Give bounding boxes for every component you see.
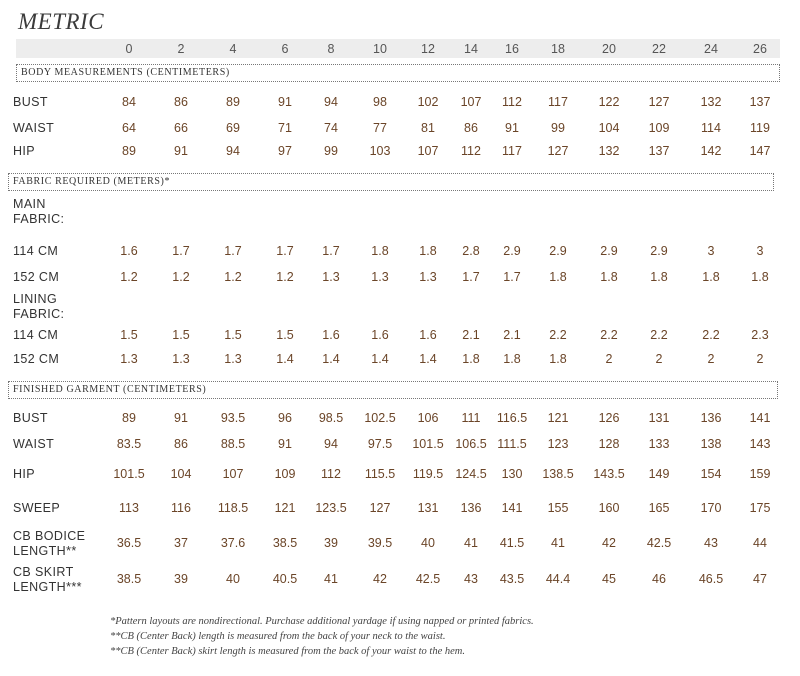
table-cell: 1.5 [276,328,294,342]
table-cell: 2.2 [702,328,720,342]
row-label: 152 CM [13,352,60,366]
table-cell: 118.5 [217,501,249,515]
table-cell: 124.5 [455,467,487,481]
table-cell: 89 [122,144,136,158]
table-cell: 2 [655,352,663,366]
table-cell: 155 [547,501,569,515]
table-cell: 44.4 [545,572,571,586]
table-cell: 107 [222,467,244,481]
table-cell: 1.5 [172,328,190,342]
table-cell: 1.6 [120,244,138,258]
table-cell: 94 [324,437,338,451]
table-cell: 1.8 [600,270,618,284]
table-cell: 2.8 [462,244,480,258]
table-cell: 112 [461,144,481,158]
table-cell: 1.7 [322,244,340,258]
table-cell: 97 [278,144,292,158]
table-cell: 138.5 [542,467,574,481]
table-cell: 127 [648,95,670,109]
table-cell: 116 [171,501,191,515]
table-cell: 131 [648,411,670,425]
table-cell: 99 [551,121,565,135]
table-cell: 142 [700,144,722,158]
table-cell: 1.7 [462,270,480,284]
footnote-cb-skirt: **CB (Center Back) skirt length is measured from the back of your waist to the hem. [110,646,465,657]
table-cell: 1.4 [276,352,294,366]
table-cell: 2.9 [549,244,567,258]
table-cell: 165 [648,501,670,515]
table-cell: 81 [421,121,435,135]
table-cell: 39 [324,536,338,550]
table-cell: 1.2 [224,270,242,284]
table-cell: 2.3 [751,328,769,342]
size-column-header: 20 [602,42,616,56]
table-cell: 2.2 [650,328,668,342]
table-cell: 113 [119,501,139,515]
table-cell: 106 [417,411,439,425]
table-cell: 141 [501,501,523,515]
table-cell: 64 [122,121,136,135]
table-cell: 1.3 [120,352,138,366]
table-cell: 86 [464,121,478,135]
row-label: WAIST [13,437,55,451]
table-cell: 121 [274,501,296,515]
table-cell: 39.5 [367,536,393,550]
table-cell: 86 [174,95,188,109]
row-label: HIP [13,467,36,481]
table-cell: 131 [417,501,439,515]
table-cell: 2.9 [600,244,618,258]
page-title: METRIC [18,9,105,34]
row-label: CB SKIRT [13,564,74,579]
size-column-header: 4 [229,42,237,56]
table-cell: 137 [648,144,670,158]
table-cell: 66 [174,121,188,135]
table-cell: 121 [547,411,569,425]
row-label: CB BODICE [13,528,86,543]
table-cell: 133 [648,437,670,451]
row-label: MAIN [13,196,46,211]
table-cell: 1.4 [322,352,340,366]
table-cell: 119.5 [412,467,444,481]
size-column-header: 2 [177,42,185,56]
table-cell: 2.2 [600,328,618,342]
table-cell: 2.9 [503,244,521,258]
row-label-line2: LENGTH*** [13,579,82,594]
table-cell: 41 [464,536,478,550]
table-cell: 74 [324,121,338,135]
table-cell: 1.8 [751,270,769,284]
table-cell: 143.5 [593,467,625,481]
table-cell: 159 [749,467,771,481]
table-cell: 114 [701,121,721,135]
table-cell: 89 [122,411,136,425]
table-cell: 123 [547,437,569,451]
table-cell: 136 [460,501,482,515]
table-cell: 102.5 [364,411,396,425]
footnote-fabric: *Pattern layouts are nondirectional. Purchase additional yardage if using napped or printed fabrics. [110,616,534,627]
table-cell: 1.3 [322,270,340,284]
table-cell: 123.5 [315,501,347,515]
size-column-header: 18 [551,42,565,56]
table-cell: 42 [602,536,616,550]
footnote-cb-bodice: **CB (Center Back) length is measured from the back of your neck to the waist. [110,631,446,642]
table-cell: 91 [278,95,292,109]
table-cell: 44 [753,536,767,550]
table-cell: 141 [749,411,771,425]
table-cell: 1.8 [371,244,389,258]
table-cell: 1.5 [120,328,138,342]
table-cell: 126 [598,411,620,425]
table-cell: 1.8 [503,352,521,366]
table-cell: 40 [421,536,435,550]
table-cell: 136 [700,411,722,425]
size-column-header: 6 [281,42,289,56]
table-cell: 42.5 [415,572,441,586]
table-cell: 1.8 [419,244,437,258]
table-cell: 3 [756,244,764,258]
table-cell: 37 [174,536,188,550]
table-cell: 119 [750,121,770,135]
table-cell: 111 [461,411,481,425]
section-header: FABRIC REQUIRED (METERS)* [8,173,774,191]
table-cell: 96 [278,411,292,425]
row-label: SWEEP [13,501,61,515]
row-label: HIP [13,144,36,158]
table-cell: 43 [464,572,478,586]
table-cell: 160 [598,501,620,515]
table-cell: 2.1 [503,328,521,342]
table-cell: 1.3 [371,270,389,284]
table-cell: 88.5 [220,437,246,451]
table-cell: 2.9 [650,244,668,258]
table-cell: 94 [226,144,240,158]
table-cell: 97.5 [367,437,393,451]
table-cell: 38.5 [116,572,142,586]
table-cell: 2.1 [462,328,480,342]
table-cell: 1.5 [224,328,242,342]
table-cell: 41 [324,572,338,586]
table-cell: 2.2 [549,328,567,342]
table-cell: 83.5 [116,437,142,451]
table-cell: 1.3 [224,352,242,366]
table-cell: 43 [704,536,718,550]
table-cell: 77 [373,121,387,135]
table-cell: 89 [226,95,240,109]
row-label: 114 CM [13,328,59,342]
table-cell: 2 [707,352,715,366]
table-cell: 41.5 [499,536,525,550]
table-cell: 112 [321,467,341,481]
table-cell: 107 [417,144,439,158]
table-cell: 69 [226,121,240,135]
table-cell: 93.5 [220,411,246,425]
table-cell: 175 [749,501,771,515]
table-cell: 127 [369,501,391,515]
table-cell: 117 [502,144,522,158]
table-cell: 3 [707,244,715,258]
table-cell: 104 [170,467,192,481]
table-cell: 107 [460,95,482,109]
table-cell: 112 [502,95,522,109]
table-cell: 91 [174,144,188,158]
size-column-header: 10 [373,42,387,56]
table-cell: 99 [324,144,338,158]
table-cell: 149 [648,467,670,481]
table-cell: 1.7 [503,270,521,284]
table-cell: 117 [548,95,568,109]
table-cell: 40.5 [272,572,298,586]
table-cell: 127 [547,144,569,158]
table-cell: 45 [602,572,616,586]
table-cell: 94 [324,95,338,109]
table-cell: 39 [174,572,188,586]
table-cell: 1.2 [276,270,294,284]
table-cell: 1.7 [224,244,242,258]
table-cell: 109 [274,467,296,481]
row-label-line2: FABRIC: [13,211,65,226]
table-cell: 101.5 [412,437,444,451]
table-cell: 116.5 [496,411,528,425]
table-cell: 143 [749,437,771,451]
table-cell: 132 [700,95,722,109]
table-cell: 103 [369,144,391,158]
table-cell: 138 [700,437,722,451]
table-cell: 111.5 [497,437,527,451]
size-column-header: 22 [652,42,666,56]
table-cell: 1.2 [172,270,190,284]
table-cell: 1.6 [322,328,340,342]
table-cell: 91 [174,411,188,425]
table-cell: 86 [174,437,188,451]
table-cell: 1.3 [172,352,190,366]
table-cell: 2 [756,352,764,366]
table-cell: 109 [648,121,670,135]
table-cell: 43.5 [499,572,525,586]
table-cell: 170 [700,501,722,515]
table-cell: 1.8 [549,352,567,366]
row-label: BUST [13,95,48,109]
table-cell: 101.5 [113,467,145,481]
table-cell: 1.6 [371,328,389,342]
table-cell: 46.5 [698,572,724,586]
row-label-line2: LENGTH** [13,543,77,558]
table-cell: 91 [278,437,292,451]
section-header: BODY MEASUREMENTS (CENTIMETERS) [16,64,780,82]
table-cell: 2 [605,352,613,366]
table-cell: 122 [598,95,620,109]
table-cell: 1.8 [650,270,668,284]
size-column-header: 26 [753,42,767,56]
table-cell: 1.7 [276,244,294,258]
table-cell: 42.5 [646,536,672,550]
table-cell: 132 [598,144,620,158]
row-label-line2: FABRIC: [13,306,65,321]
table-cell: 46 [652,572,666,586]
table-cell: 98.5 [318,411,344,425]
table-cell: 106.5 [455,437,487,451]
table-cell: 38.5 [272,536,298,550]
row-label: WAIST [13,121,55,135]
table-cell: 91 [505,121,519,135]
table-cell: 1.6 [419,328,437,342]
table-cell: 1.3 [419,270,437,284]
table-cell: 128 [598,437,620,451]
table-cell: 1.8 [549,270,567,284]
table-cell: 1.4 [419,352,437,366]
section-header: FINISHED GARMENT (CENTIMETERS) [8,381,778,399]
table-cell: 40 [226,572,240,586]
table-cell: 42 [373,572,387,586]
table-cell: 71 [278,121,292,135]
table-cell: 84 [122,95,136,109]
row-label: 152 CM [13,270,60,284]
table-cell: 1.2 [120,270,138,284]
size-column-header: 14 [464,42,478,56]
table-cell: 147 [749,144,771,158]
table-cell: 1.8 [702,270,720,284]
table-cell: 137 [749,95,771,109]
table-cell: 36.5 [116,536,142,550]
table-cell: 115.5 [364,467,396,481]
table-cell: 1.4 [371,352,389,366]
table-cell: 154 [700,467,722,481]
footnotes [110,614,534,659]
row-label: BUST [13,411,48,425]
table-cell: 47 [753,572,767,586]
size-column-header: 24 [704,42,718,56]
table-cell: 1.7 [172,244,190,258]
table-cell: 130 [501,467,523,481]
row-label: 114 CM [13,244,59,258]
size-column-header: 12 [421,42,435,56]
size-column-header: 0 [125,42,133,56]
table-cell: 102 [417,95,439,109]
size-column-header: 8 [327,42,335,56]
table-cell: 98 [373,95,387,109]
table-cell: 37.6 [220,536,246,550]
table-cell: 1.8 [462,352,480,366]
table-cell: 41 [551,536,565,550]
table-cell: 104 [598,121,620,135]
size-column-header: 16 [505,42,519,56]
row-label: LINING [13,291,58,306]
